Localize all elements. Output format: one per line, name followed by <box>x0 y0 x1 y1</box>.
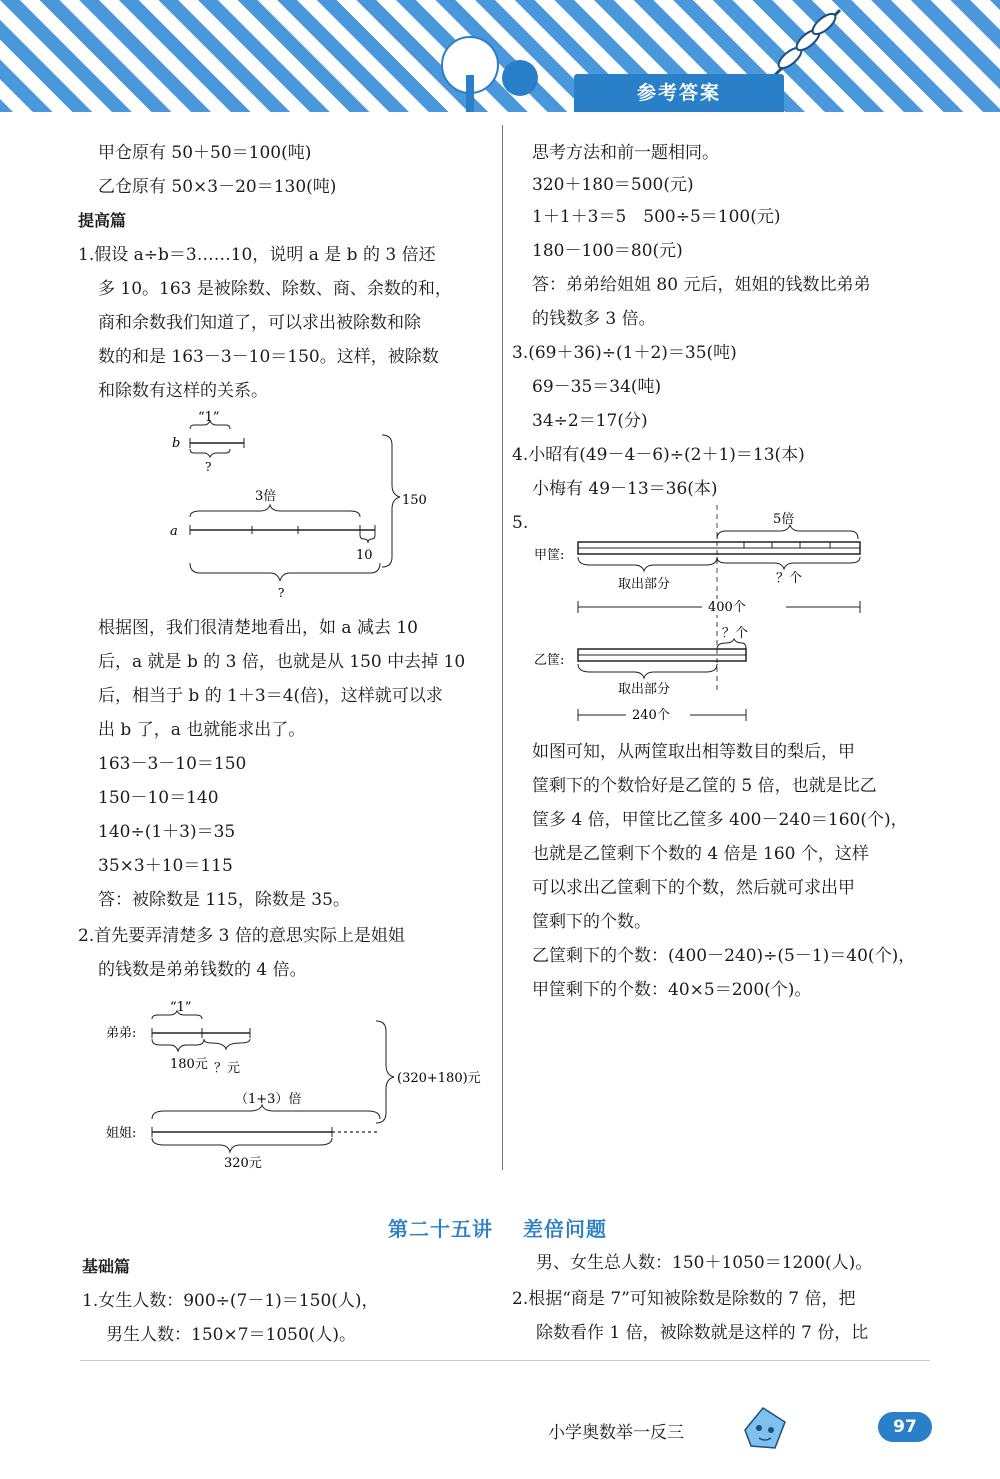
text-line: 数的和是 163－3－10＝150。这样，被除数 <box>98 347 439 367</box>
diagram-label: 取出部分 <box>618 577 671 592</box>
answer-line: 答：弟弟给姐姐 80 元后，姐姐的钱数比弟弟 <box>532 275 871 295</box>
lecture-topic: 差倍问题 <box>523 1217 607 1241</box>
diagram-label: ？个 <box>722 626 749 641</box>
diagram-label: 320元 <box>224 1156 262 1170</box>
text-line: 也就是乙筐剩下个数的 4 倍是 160 个，这样 <box>532 844 869 864</box>
diagram-label: 180元 <box>170 1057 208 1072</box>
equation: 男生人数：150×7＝1050(人)。 <box>106 1325 357 1345</box>
text-line: 后，a 就是 b 的 3 倍，也就是从 150 中去掉 10 <box>98 652 466 672</box>
book-title: 小学奥数举一反三 <box>548 1423 684 1443</box>
diagram-label: 乙筐: <box>534 653 565 668</box>
text-line: 可以求出乙筐剩下的个数，然后就可求出甲 <box>532 878 855 898</box>
equation: 1.女生人数：900÷(7－1)＝150(人)， <box>82 1291 379 1311</box>
diagram-label: “1” <box>198 410 220 425</box>
equation: 320＋180＝500(元) <box>532 175 694 195</box>
diagram-label: 甲筐: <box>534 548 565 563</box>
diagram-quotient-remainder <box>160 405 450 605</box>
text-line: 多 10。163 是被除数、除数、商、余数的和， <box>98 279 452 299</box>
equation: 小梅有 49－13＝36(本) <box>532 479 718 499</box>
page-number: 97 <box>878 1412 932 1442</box>
text-line: 商和余数我们知道了，可以求出被除数和除 <box>98 313 421 333</box>
equation: 4.小昭有(49－4－6)÷(2＋1)＝13(本) <box>512 445 805 465</box>
diagram-label: (320+180)元 <box>397 1071 481 1086</box>
answer-line: 答：被除数是 115，除数是 35。 <box>98 890 350 910</box>
mascot-icon <box>735 1400 795 1455</box>
equation: 35×3＋10＝115 <box>98 856 233 876</box>
text-line: 1.假设 a÷b＝3……10，说明 a 是 b 的 3 倍还 <box>78 245 436 265</box>
text-line: 乙仓原有 50×3－20＝130(吨) <box>98 177 337 197</box>
lecture-title <box>388 1213 607 1242</box>
equation: 140÷(1＋3)＝35 <box>98 822 236 842</box>
diagram-label: ? <box>205 460 212 474</box>
answer-key-badge: 参考答案 <box>574 74 784 112</box>
text-line: 2.根据“商是 7”可知被除数是除数的 7 倍，把 <box>512 1289 856 1309</box>
diagram-label: 姐姐: <box>106 1126 137 1141</box>
text-line: 的钱数是弟弟钱数的 4 倍。 <box>98 960 307 980</box>
footer-rule <box>80 1360 930 1361</box>
diagram-label: 10 <box>356 548 373 563</box>
diagram-label: b <box>172 436 181 451</box>
equation: 163－3－10＝150 <box>98 754 247 774</box>
equation: 甲筐剩下的个数：40×5＝200(个)。 <box>532 980 812 1000</box>
diagram-label: ？元 <box>214 1061 241 1076</box>
text-line: 筐剩下的个数恰好是乙筐的 5 倍，也就是比乙 <box>532 776 877 796</box>
diagram-label: （1+3）倍 <box>235 1092 302 1107</box>
diagram-label: 弟弟: <box>106 1026 137 1041</box>
diagram-baskets <box>530 505 875 730</box>
section-heading: 基础篇 <box>82 1257 131 1276</box>
lecture-number: 第二十五讲 <box>388 1217 493 1241</box>
diagram-sister-brother <box>100 995 500 1170</box>
equation: 34÷2＝17(分) <box>532 411 648 431</box>
equation: 3.(69＋36)÷(1＋2)＝35(吨) <box>512 343 737 363</box>
equation: 乙筐剩下的个数：(400－240)÷(5－1)＝40(个)， <box>532 946 916 966</box>
text-line: 筐剩下的个数。 <box>532 912 651 932</box>
diagram-label: a <box>170 524 178 539</box>
page-header <box>0 0 1000 112</box>
text-line: 2.首先要弄清楚多 3 倍的意思实际上是姐姐 <box>78 926 405 946</box>
text-line: 思考方法和前一题相同。 <box>532 143 719 163</box>
text-line: 后，相当于 b 的 1＋3＝4(倍)，这样就可以求 <box>98 686 443 706</box>
diagram-label: 5倍 <box>773 512 795 527</box>
equation: 男、女生总人数：150＋1050＝1200(人)。 <box>536 1253 873 1273</box>
text-line: 甲仓原有 50＋50＝100(吨) <box>98 143 312 163</box>
answer-line: 的钱数多 3 倍。 <box>532 309 656 329</box>
diagram-label: 150 <box>402 493 427 508</box>
equation: 150－10＝140 <box>98 788 219 808</box>
diagram-label: 240个 <box>632 708 670 723</box>
diagram-label: 400个 <box>708 600 746 615</box>
column-divider <box>502 125 503 1170</box>
text-line: 除数看作 1 倍，被除数就是这样的 7 份，比 <box>536 1323 869 1343</box>
striped-banner <box>0 0 1000 112</box>
item-number: 5. <box>512 513 529 533</box>
equation: 1＋1＋3＝5 500÷5＝100(元) <box>532 207 781 227</box>
text-line: 如图可知，从两筐取出相等数目的梨后，甲 <box>532 742 855 762</box>
text-line: 和除数有这样的关系。 <box>98 381 268 401</box>
diagram-label: “1” <box>170 1000 192 1015</box>
text-line: 根据图，我们很清楚地看出，如 a 减去 10 <box>98 618 418 638</box>
equation: 69－35＝34(吨) <box>532 377 662 397</box>
diagram-label: 取出部分 <box>618 682 671 697</box>
text-line: 筐多 4 倍，甲筐比乙筐多 400－240＝160(个)， <box>532 810 908 830</box>
text-line: 出 b 了，a 也就能求出了。 <box>98 720 306 740</box>
diagram-label: ? <box>278 586 285 600</box>
equation: 180－100＝80(元) <box>532 241 683 261</box>
diagram-label: ？个 <box>776 571 803 586</box>
section-heading: 提高篇 <box>78 211 127 230</box>
diagram-label: 3倍 <box>255 489 277 504</box>
